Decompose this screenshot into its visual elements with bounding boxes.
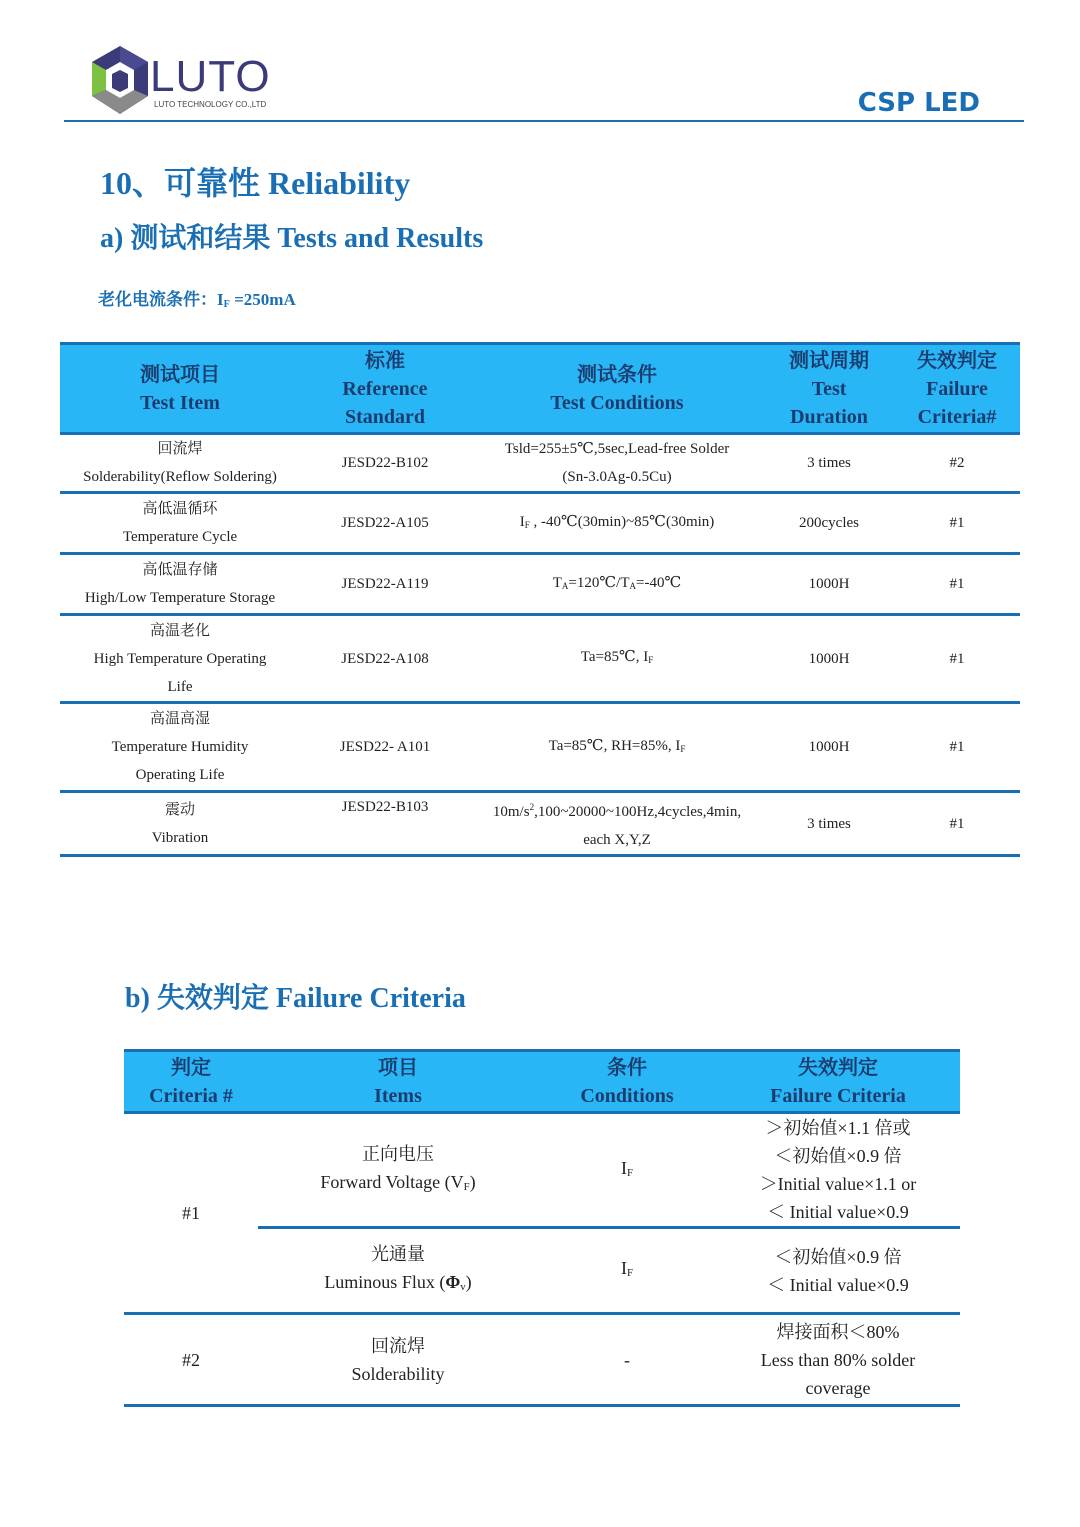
table-row: [60, 493, 1020, 554]
logo-subtitle: LUTO TECHNOLOGY CO.,LTD: [154, 100, 267, 109]
table-row: [124, 1314, 960, 1406]
product-label: CSP LED: [857, 88, 980, 118]
condition-cell: $I_F$ , -40℃(30min)~85℃(30min): [519, 513, 715, 530]
tests-results-table: [60, 342, 1020, 857]
failure-criteria-cell: ＞初始值×1.1 倍或 ＜初始值×0.9 倍 ＞Initial value×1.1 or ＜ Initial value×0.9: [716, 1113, 960, 1228]
table-row: [60, 703, 1020, 792]
standard-cell: JESD22-A119: [341, 576, 429, 592]
duration-cell: 3 times: [807, 455, 851, 471]
table-row: [60, 792, 1020, 856]
luto-logo-icon: [90, 44, 150, 116]
item-cell: 光通量 Luminous Flux $(\Phi_v)$: [258, 1228, 538, 1314]
header-items: 项目 Items: [258, 1051, 538, 1113]
header-criteria-number: 判定 Criteria #: [124, 1051, 258, 1113]
condition-cell: -: [538, 1314, 716, 1406]
criteria-cell: #1: [949, 739, 965, 755]
item-cell: 正向电压 Forward Voltage $(V_F)$: [258, 1113, 538, 1228]
criteria-cell: #1: [949, 576, 965, 592]
header-test-item: 测试项目 Test Item: [60, 344, 300, 434]
criteria-cell: #1: [949, 515, 965, 531]
duration-cell: 3 times: [807, 815, 851, 832]
test-item-cell: 回流焊 Solderability(Reflow Soldering): [83, 441, 277, 485]
table-row: [60, 434, 1020, 493]
logo-wordmark: LUTO: [150, 52, 271, 101]
criteria-cell: #1: [949, 815, 965, 832]
header-reference-standard: 标准 Reference Standard: [300, 344, 470, 434]
table-row: [124, 1113, 960, 1228]
criteria-cell: #1: [949, 650, 965, 667]
item-cell: 回流焊 Solderability: [258, 1314, 538, 1406]
table-header-row: [60, 344, 1020, 434]
condition-cell: Ta=85℃, RH=85%, $I_F$: [548, 737, 686, 754]
test-item-cell: 高低温存储 High/Low Temperature Storage: [84, 562, 276, 606]
standard-cell: JESD22- A101: [339, 739, 431, 755]
test-item-cell: 高温高湿 Temperature Humidity Operating Life: [111, 711, 249, 783]
criteria-number-cell: #1: [124, 1113, 258, 1314]
criteria-number-cell: #2: [124, 1314, 258, 1406]
failure-criteria-cell: ＜初始值×0.9 倍 ＜ Initial value×0.9: [716, 1228, 960, 1314]
standard-cell: JESD22-A105: [341, 515, 429, 531]
criteria-cell: #2: [949, 455, 965, 471]
header-test-conditions: 测试条件 Test Conditions: [470, 344, 764, 434]
failure-criteria-cell: 焊接面积＜80% Less than 80% solder coverage: [716, 1314, 960, 1406]
duration-cell: 1000H: [808, 576, 850, 592]
header-failure-criteria: 失效判定 Failure Criteria: [716, 1051, 960, 1113]
standard-cell: JESD22-B103: [341, 799, 429, 815]
duration-cell: 1000H: [808, 650, 850, 667]
subsection-a-title: a) 测试和结果 Tests and Results: [100, 223, 484, 254]
test-item-cell: 震动 Vibration: [151, 801, 209, 846]
duration-cell: 200cycles: [799, 515, 859, 531]
condition-cell: $I_F$: [538, 1113, 716, 1228]
header-conditions: 条件 Conditions: [538, 1051, 716, 1113]
header-divider: [64, 120, 1024, 122]
condition-cell: Ta=85℃, $I_F$: [580, 649, 654, 665]
table-row: [60, 554, 1020, 615]
standard-cell: JESD22-A108: [341, 650, 429, 667]
header-failure-criteria: 失效判定 Failure Criteria#: [894, 344, 1020, 434]
subsection-b-title: b) 失效判定 Failure Criteria: [125, 983, 466, 1014]
condition-cell: $T_A=120℃/T_A=-40℃$: [552, 574, 682, 591]
test-item-cell: 高低温循环 Temperature Cycle: [122, 501, 238, 545]
section-title: 10、可靠性 Reliability: [100, 165, 411, 201]
aging-current-condition: 老化电流条件：$I_F =250mA$: [98, 290, 296, 310]
condition-cell: Tsld=255±5℃,5sec,Lead-free Solder (Sn-3.0Ag-0.5Cu): [504, 441, 730, 485]
standard-cell: JESD22-B102: [341, 455, 429, 471]
condition-cell: $10m/s^2,100\sim 20000\sim 100Hz,4cycles,4\min$, each X,Y,Z: [492, 802, 742, 848]
duration-cell: 1000H: [808, 739, 850, 755]
test-item-cell: 高温老化 High Temperature Operating Life: [93, 622, 267, 695]
header-test-duration: 测试周期 Test Duration: [764, 344, 894, 434]
condition-cell: $I_F$: [538, 1228, 716, 1314]
failure-criteria-table: [124, 1049, 960, 1407]
table-row: [60, 615, 1020, 703]
table-header-row: [124, 1051, 960, 1113]
